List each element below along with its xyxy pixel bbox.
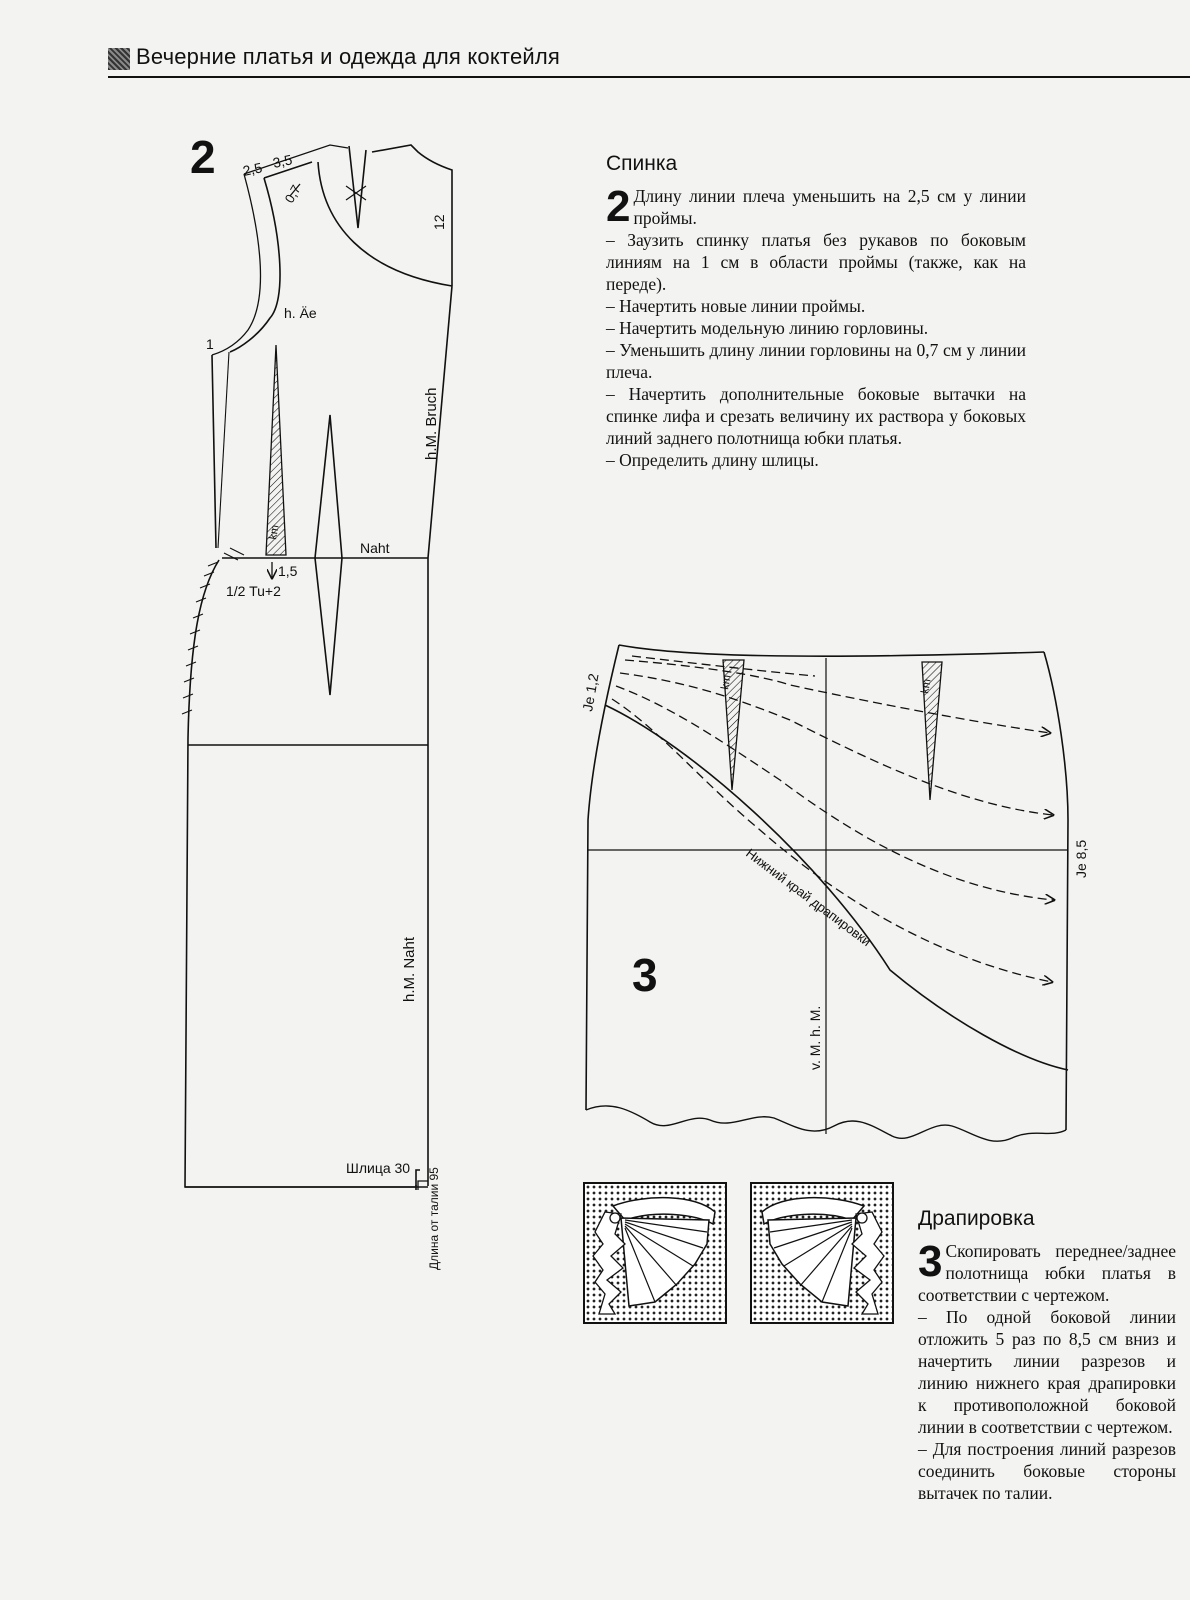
- side-line-bodice: [212, 355, 216, 548]
- label-slit: Шлица 30: [346, 1160, 411, 1176]
- skirt-right-side: [1044, 652, 1068, 1130]
- skirt-waist-line: [619, 645, 1044, 656]
- section-back-item: – Начертить дополнительные боковые вытачки на спинке лифа и срезать величину их раствора у боковых линий заднего полотнища юбки платья.: [606, 384, 1026, 448]
- label-back-width: 12: [431, 214, 447, 230]
- label-center-front-back: v. M. h. M.: [807, 1005, 823, 1070]
- label-drape-hem: Нижний край драпировки: [743, 845, 874, 950]
- figure-3-number: 3: [632, 949, 658, 1001]
- section-drape-item: – Для построения линий разрезов соединить боковые стороны вытачек по талии.: [918, 1439, 1176, 1503]
- label-je-left: Je 1,2: [579, 672, 602, 713]
- header-title: Вечерние платья и одежда для коктейля: [136, 44, 561, 69]
- drape-thumbnail-right: [750, 1182, 894, 1324]
- skirt-outline: [185, 738, 416, 1190]
- figure-2-drawing: [182, 145, 452, 1190]
- label-fold: h.M. Bruch: [423, 387, 440, 460]
- center-back-skirt: [416, 558, 428, 1186]
- side-dart-hatched: [266, 345, 286, 555]
- section-drape-lead: Скопировать переднее/заднее полотнища юбки платья в соответствии с чертежом.: [918, 1241, 1176, 1305]
- section-back-item: – Начертить новые линии проймы.: [606, 296, 866, 316]
- section-back-item: – Уменьшить длину линии горловины на 0,7 см у линии плеча.: [606, 340, 1026, 382]
- label-waist-seam: Naht: [360, 540, 390, 556]
- label-neck-reduction: 0,7: [281, 182, 304, 206]
- neck-dart: [349, 146, 366, 228]
- section-back-title: Спинка: [606, 152, 678, 175]
- section-drape-step-number: 3: [918, 1237, 943, 1286]
- section-back-lead: Длину линии плеча уменьшить на 2,5 см у линии проймы.: [633, 186, 1026, 228]
- section-back: [606, 153, 1026, 471]
- armhole-new: [230, 178, 280, 352]
- section-drape-title: Драпировка: [918, 1207, 1035, 1230]
- armhole-original: [212, 174, 260, 355]
- section-drape-item: – По одной боковой линии отложить 5 раз по 8,5 см вниз и начертить линии разрезов и линию нижнего края драпировки к противоположной боковой линии в соответствии с чертежом.: [918, 1307, 1176, 1437]
- section-back-step-number: 2: [606, 182, 631, 231]
- label-side-1: 1: [206, 336, 214, 352]
- side-line-new: [218, 352, 229, 548]
- label-length: Длина от талии 95: [427, 1167, 441, 1270]
- section-back-item: – Заузить спинку платья без рукавов по боковым линиям на 1 см в области проймы (также, как на переде).: [606, 230, 1026, 294]
- label-shoulder-b: 3,5: [271, 151, 294, 171]
- label-km-left: km: [719, 673, 734, 691]
- figure-3-labels: [579, 672, 1089, 1070]
- section-back-item: – Определить длину шлицы.: [606, 450, 819, 470]
- figure-2-number: 2: [190, 131, 216, 183]
- label-je-right: Je 8,5: [1073, 839, 1089, 878]
- slash-lines: [612, 656, 1054, 982]
- label-waist-offset: 1,5: [278, 563, 298, 579]
- section-back-item: – Начертить модельную линию горловины.: [606, 318, 929, 338]
- label-half-waist: 1/2 Tu+2: [226, 583, 281, 599]
- section-drape: [918, 1208, 1176, 1504]
- figure-2-labels: [206, 151, 447, 1270]
- label-km: km: [267, 523, 282, 541]
- skirt-left-side: [586, 645, 619, 1110]
- label-center-seam: h.M. Naht: [401, 936, 418, 1002]
- label-km-right: km: [919, 677, 934, 695]
- label-shoulder-a: 2,5: [241, 159, 264, 179]
- waist-dart: [315, 415, 342, 695]
- figure-3-drawing: [586, 645, 1068, 1141]
- drape-thumbnail-left: [583, 1182, 727, 1324]
- drape-hem-line: [605, 705, 1068, 1070]
- label-armhole: h. Äe: [284, 305, 317, 321]
